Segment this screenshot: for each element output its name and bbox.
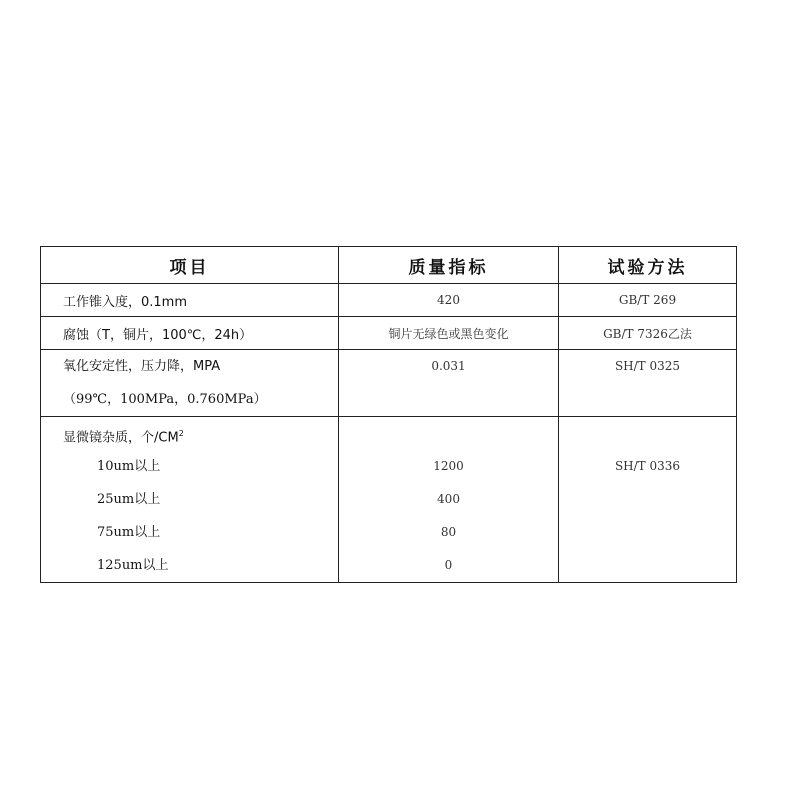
row-item-line2: （99℃，100MPa，0.760MPa） (63, 392, 267, 407)
header-test-method: 试验方法 (559, 247, 737, 284)
subitem-value: 80 (440, 525, 457, 539)
subitem-value: 400 (437, 492, 460, 506)
subitem-value: 0 (444, 558, 453, 572)
row-value (339, 417, 559, 583)
subitem-label: 25um以上 (97, 492, 161, 507)
row-value: 铜片无绿色或黑色变化 (339, 317, 559, 350)
row-method: SH/T 0336 (559, 417, 737, 583)
header-quality-index: 质量指标 (339, 247, 559, 284)
row-method: GB/T 269 (559, 284, 737, 317)
row-item (41, 350, 339, 417)
row-item: 腐蚀（T，铜片，100℃，24h） (41, 317, 339, 350)
spec-table (40, 246, 737, 583)
row-item-line1: 氧化安定性，压力降，MPA (63, 359, 221, 374)
row-method: GB/T 7326乙法 (559, 317, 737, 350)
row-item: 工作锥入度，0.1mm (41, 284, 339, 317)
table-row (41, 284, 737, 317)
subitem-label: 75um以上 (97, 525, 161, 540)
superscript: 2 (178, 429, 184, 438)
subitem-label: 10um以上 (97, 459, 161, 474)
table-row (41, 317, 737, 350)
subitem-label: 125um以上 (97, 558, 169, 573)
row-value: 0.031 (339, 350, 559, 417)
row-method: SH/T 0325 (559, 350, 737, 417)
row-item (41, 417, 339, 583)
row-value: 420 (339, 284, 559, 317)
header-item: 项目 (41, 247, 339, 284)
header-row (41, 247, 737, 284)
table-row (41, 417, 737, 583)
table-row (41, 350, 737, 417)
subitem-value: 1200 (433, 459, 464, 473)
row-item-title: 显微镜杂质，个$/CM^2$ (63, 429, 184, 446)
